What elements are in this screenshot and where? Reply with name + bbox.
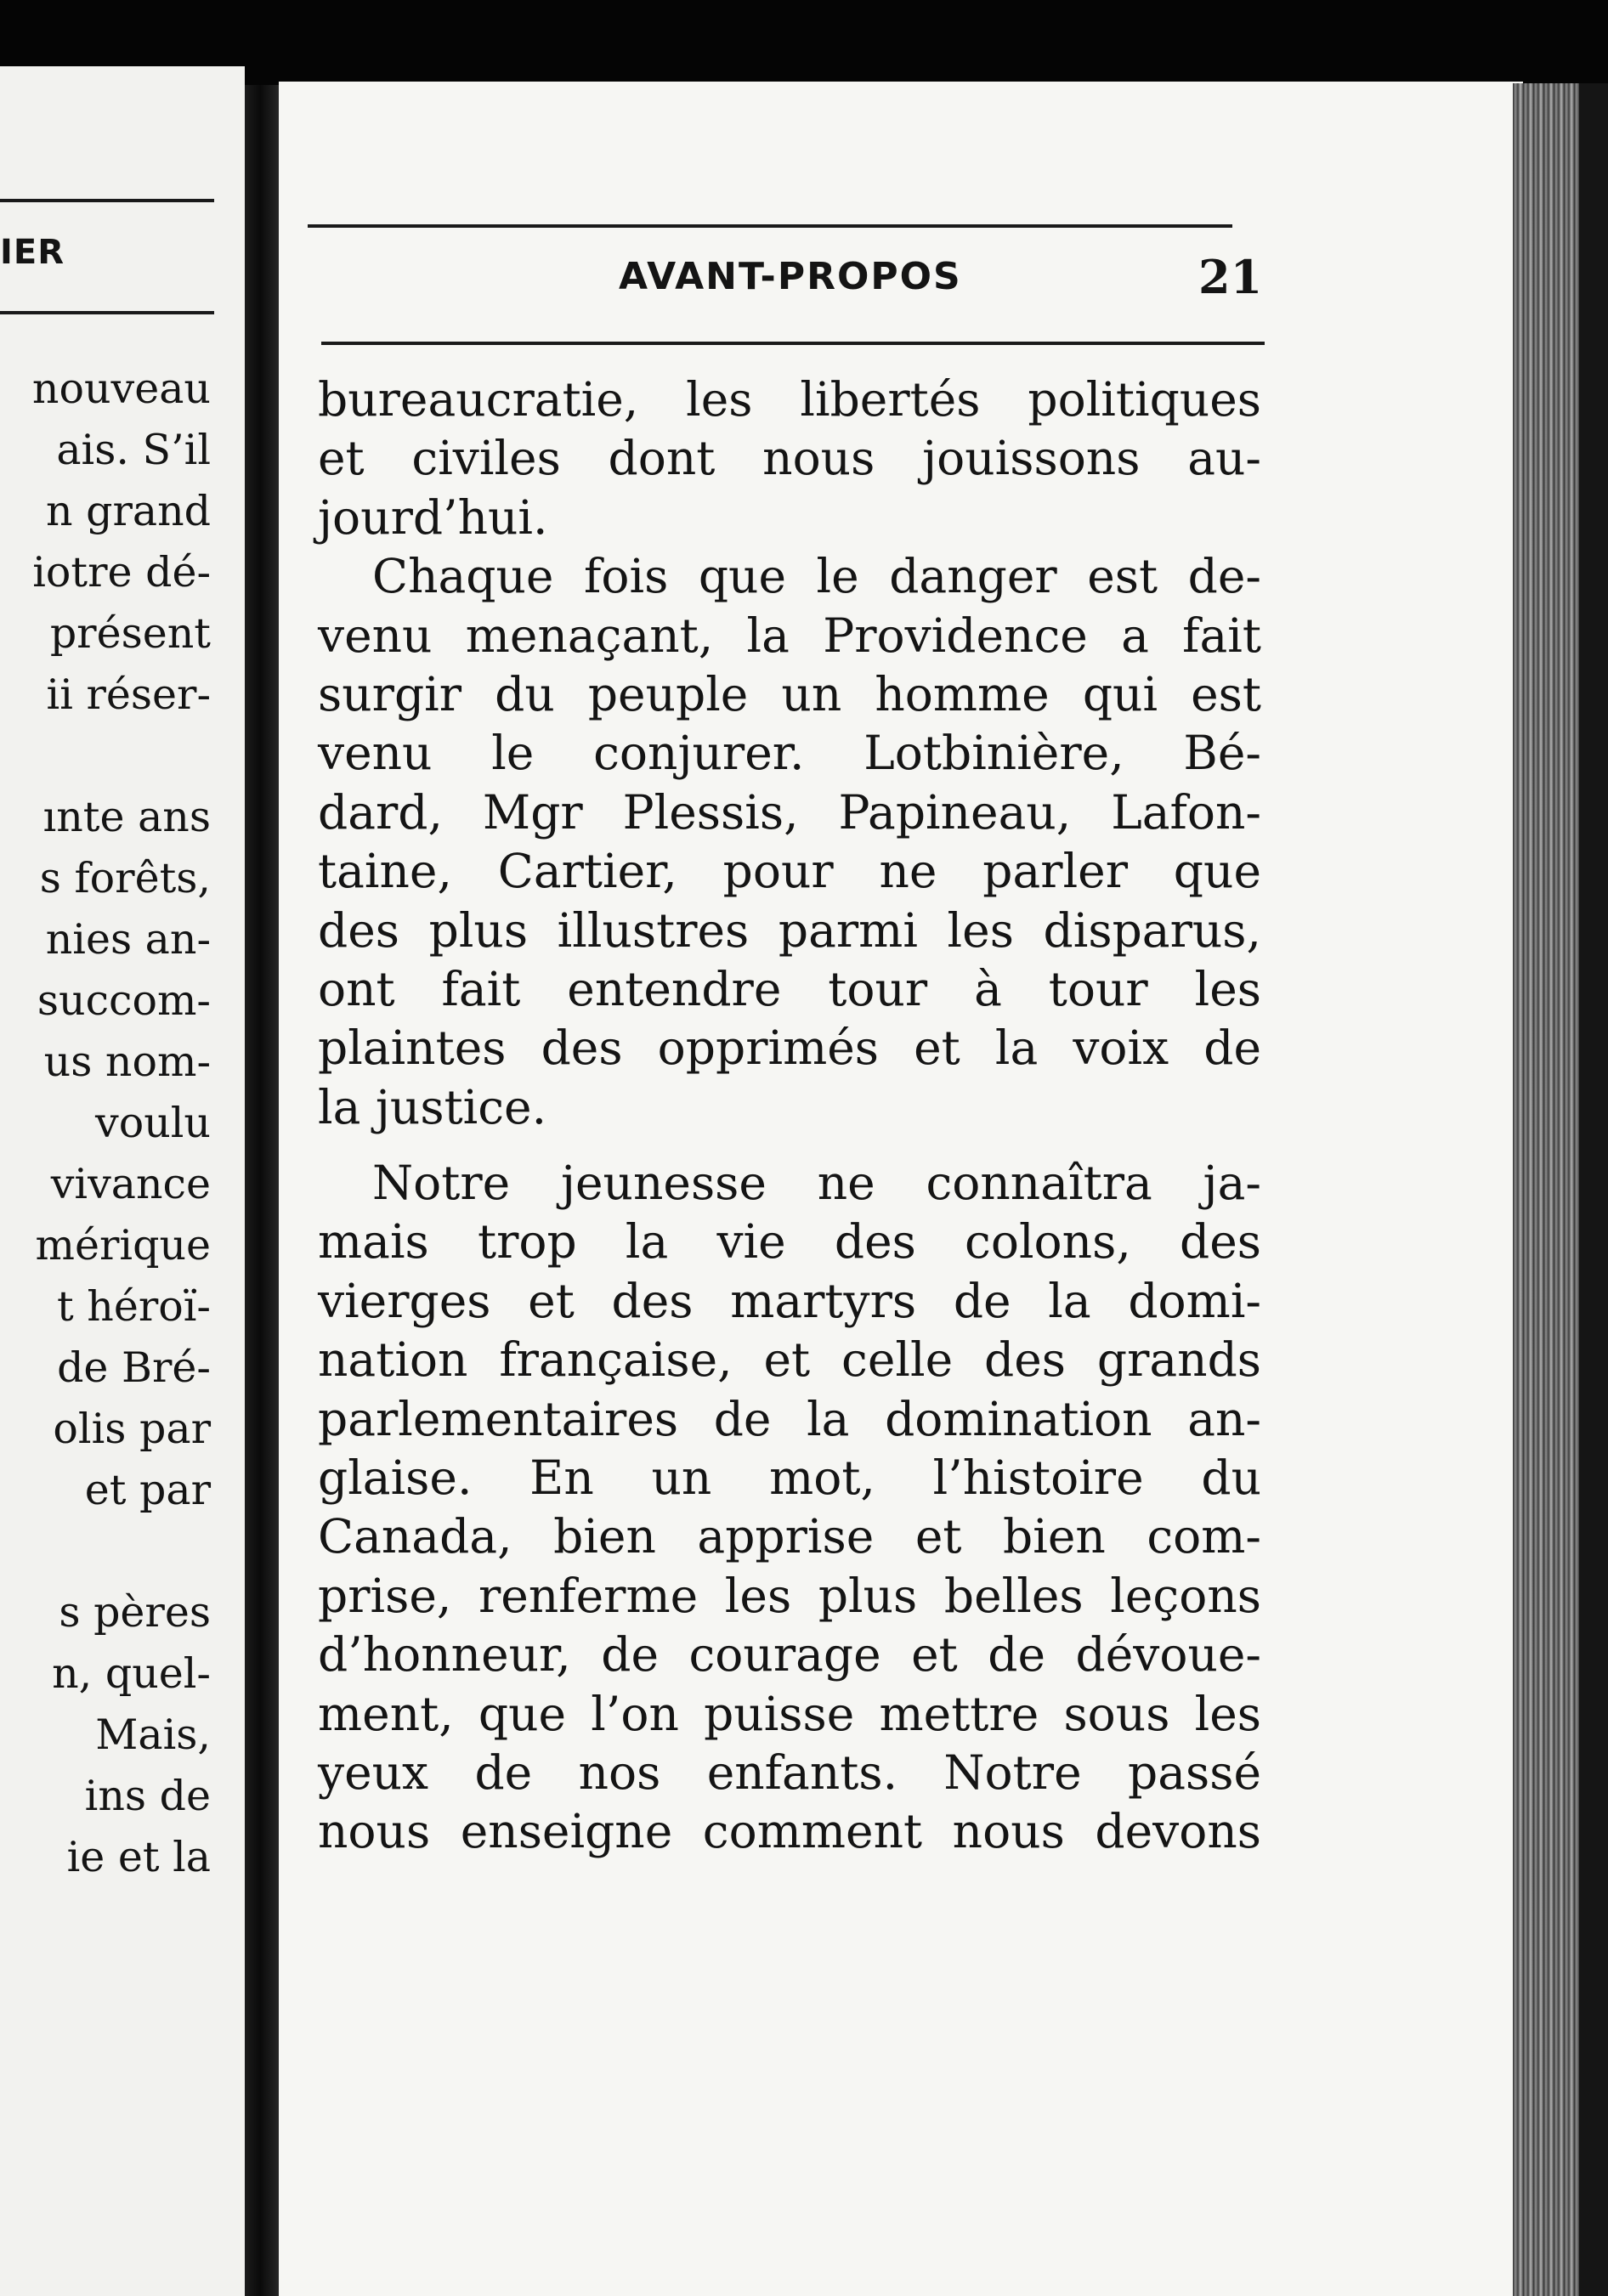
left-page-text-fragments (0, 359, 211, 1888)
text-line: surgir du peuple un homme qui est (318, 666, 1261, 721)
left-text-line (0, 1521, 211, 1582)
left-text-line: succom- (37, 976, 211, 1025)
left-text-line: vivance (50, 1160, 211, 1208)
left-text-line: ais. S’il (56, 426, 211, 474)
left-text-line: ie et la (66, 1833, 211, 1881)
text-line: parlementaires de la domination an- (318, 1391, 1261, 1446)
left-text-line: Mais, (95, 1711, 211, 1759)
left-text-line: iotre dé- (32, 548, 211, 597)
book-gutter (245, 85, 279, 2296)
left-text-line: mérique (35, 1221, 211, 1270)
left-text-line: n grand (45, 487, 211, 535)
text-line: vierges et des martyrs de la domi- (318, 1273, 1261, 1328)
left-text-line: présent (49, 609, 211, 658)
text-line: la justice. (318, 1079, 547, 1134)
text-line: ont fait entendre tour à tour les (318, 961, 1261, 1016)
left-text-line: et par (84, 1466, 211, 1514)
text-line: mais trop la vie des colons, des (318, 1214, 1261, 1270)
text-line: venu menaçant, la Providence a fait (318, 608, 1261, 663)
text-line: prise, renferme les plus belles leçons (318, 1568, 1261, 1623)
page-stack-edge (1513, 83, 1608, 2296)
left-running-head-fragment: IER (0, 233, 65, 272)
text-line: nation française, et celle des grands (318, 1332, 1261, 1388)
left-text-line: us nom- (43, 1038, 211, 1086)
text-line: des plus illustres parmi les disparus, (318, 902, 1261, 958)
text-line: plaintes des opprimés et la voix de (318, 1021, 1261, 1076)
left-facing-page (0, 66, 245, 2296)
text-line: venu le conjurer. Lotbinière, Bé- (318, 726, 1261, 781)
text-line: Chaque fois que le danger est de- (372, 549, 1261, 604)
left-text-line: de Bré- (57, 1343, 211, 1392)
left-text-line: ınte ans (42, 793, 211, 841)
left-text-line: s pères (59, 1588, 211, 1637)
body-text (318, 370, 1261, 1862)
left-text-line: t héroï- (57, 1282, 211, 1331)
text-line: jourd’hui. (318, 489, 548, 545)
running-head: AVANT-PROPOS (619, 255, 962, 298)
text-line: nous enseigne comment nous devons (318, 1804, 1261, 1859)
left-text-line: s forêts, (39, 854, 211, 902)
text-line: Canada, bien apprise et bien com- (318, 1509, 1261, 1564)
left-header-rule-bottom (0, 311, 214, 314)
left-header-rule-top (0, 199, 214, 202)
left-text-line: ii réser- (46, 670, 211, 719)
left-text-line (0, 726, 211, 787)
text-line: dard, Mgr Plessis, Papineau, Lafon- (318, 784, 1261, 840)
text-line: et civiles dont nous jouissons au- (318, 431, 1261, 486)
text-line: yeux de nos enfants. Notre passé (318, 1745, 1261, 1800)
left-text-line: olis par (53, 1405, 211, 1453)
right-page (279, 82, 1523, 2296)
left-text-line: nouveau (31, 365, 211, 413)
text-line: taine, Cartier, pour ne parler que (318, 844, 1261, 899)
left-text-line: ins de (84, 1772, 211, 1820)
text-line: glaise. En un mot, l’histoire du (318, 1451, 1261, 1506)
left-text-line: voulu (95, 1099, 211, 1147)
text-line: Notre jeunesse ne connaîtra ja- (372, 1156, 1261, 1211)
page-number: 21 (1198, 250, 1263, 304)
header-rule-bottom (321, 342, 1265, 345)
left-text-line: n, quel- (52, 1649, 211, 1698)
text-line: ment, que l’on puisse mettre sous les (318, 1686, 1261, 1741)
left-text-line: nies an- (45, 915, 211, 964)
text-line: d’honneur, de courage et de dévoue- (318, 1627, 1261, 1682)
text-line: bureaucratie, les libertés politiques (318, 372, 1261, 427)
header-rule-top (308, 224, 1232, 228)
